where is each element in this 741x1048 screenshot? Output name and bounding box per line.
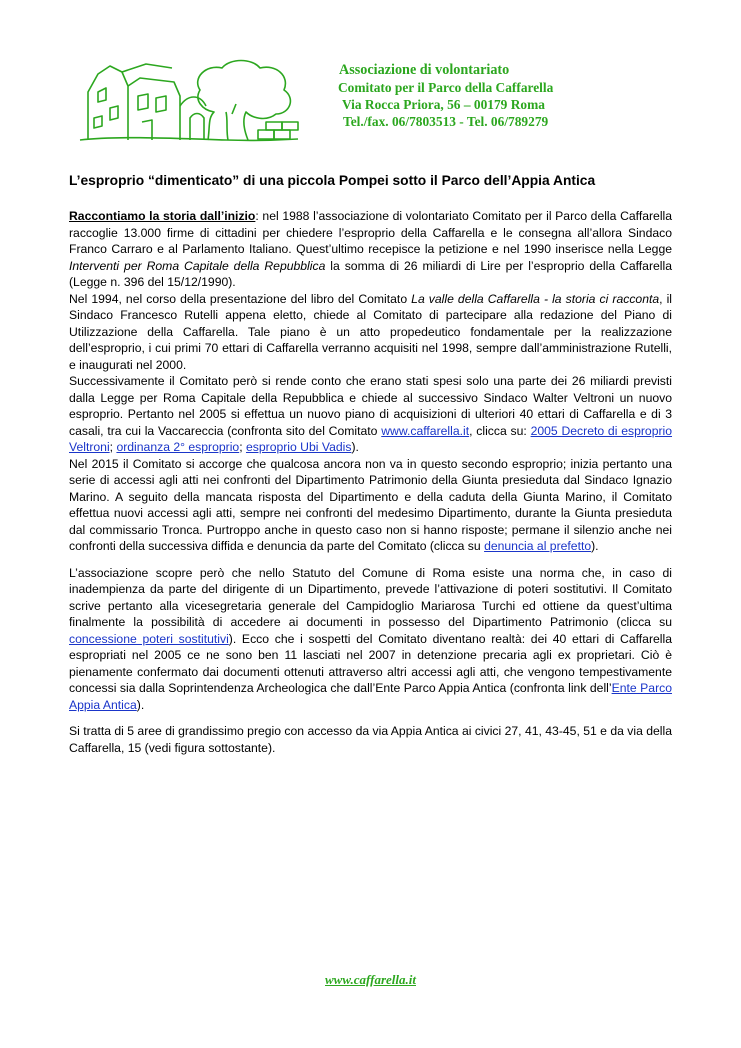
paragraph-3: [69, 373, 672, 456]
text-span: la somma di 26 miliardi di Lire per l’esproprio della Caffarella (Legge n. 396 del 15/12/1990).: [69, 258, 672, 289]
text-span: Nel 1994, nel corso della presentazione del libro del Comitato: [69, 291, 412, 306]
paragraph-2: [69, 291, 672, 374]
paragraph-5: [69, 565, 672, 714]
text-span: : nel 1988 l’associazione di volontariato Comitato per il Parco della Caffarella raccoglie 13.000 firme di cittadini per chiedere l’esproprio della Caffarella e le consegna all’allora Sindaco Franco Carraro e al Parlamento Italiano. Quest’ultimo recepisce la petizione e nel 1990 inserisce nella Legge: [69, 209, 673, 256]
text-span: ).: [351, 440, 359, 454]
ubi-vadis-link[interactable]: esproprio Ubi Vadis: [245, 440, 352, 454]
paragraph-6: [69, 723, 672, 756]
paragraph-1: [69, 208, 672, 291]
association-header: [330, 62, 660, 130]
paragraph-4: [69, 456, 672, 555]
article-title: L’esproprio “dimenticato” di una piccola Pompei sotto il Parco dell’Appia Antica: [69, 173, 596, 188]
text-span: ).: [591, 539, 599, 553]
text-span: ). Ecco che i sospetti del Comitato diventano realtà: dei 40 ettari di Caffarella espropriati nel 2005 ce ne sono ben 11 lasciati nel 2007 in detenzione precaria agli ex proprietari. Ciò è pienamente confermato dai documenti ottenuti attraverso altri accessi agli atti, che vengono tempestivamente concessi sia dalla Soprintendenza Archeologica che dall’Ente Parco Appia Antica (confronta link dell’: [69, 631, 672, 695]
address: Via Rocca Priora, 56 – 00179 Roma: [342, 97, 545, 112]
footer: [0, 972, 741, 988]
text-span: L’associazione scopre però che nello Statuto del Comune di Roma esiste una norma che, in caso di inadempienza da parte del dirigente di un Dipartimento, prevede l’attivazione di poteri sostitutivi. Il Comitato scrive pertanto alla vicesegretaria generale del Campidoglio Mariarosa Turchi ed ottiene da quest’ultima finalmente la possibilità di accedere ai documenti in possesso del Dipartimento Patrimonio (clicca su: [69, 565, 672, 629]
association-name: Associazione di volontariato: [339, 62, 510, 78]
caffarella-logo-icon: [76, 56, 302, 146]
poteri-sostitutivi-link[interactable]: concessione poteri sostitutivi: [69, 631, 229, 646]
phone-numbers: Tel./fax. 06/7803513 - Tel. 06/789279: [343, 114, 549, 129]
book-title: La valle della Caffarella - la storia ci racconta: [411, 291, 660, 306]
separator: ;: [109, 440, 117, 454]
text-span: Successivamente il Comitato però si rende conto che erano stati spesi solo una parte dei 26 miliardi previsti dalla Legge per Roma Capitale della Repubblica e chiede al successivo Sindaco Walter Veltroni un nuovo esproprio. Pertanto nel 2005 si effettua un nuovo piano di acquisizioni di ulteriori 40 ettari di Caffarella e di 3 casali, tra cui la Vaccareccia (confronta sito del Comitato: [69, 374, 672, 438]
ordinanza-link[interactable]: ordinanza 2° esproprio: [116, 440, 240, 454]
text-span: , clicca su:: [469, 423, 531, 438]
text-span: ).: [136, 697, 145, 712]
denuncia-prefetto-link[interactable]: denuncia al prefetto: [484, 539, 592, 553]
text-span: Nel 2015 il Comitato si accorge che qualcosa ancora non va in questo secondo esproprio; inizia pertanto una serie di accessi agli atti nei confronti del Dipartimento Patrimonio della Giunta presieduta dal Sindaco Ignazio Marino. A seguito della mancata risposta del Dipartimento e della caduta della Giunta Marino, il Comitato effettua nuovi accessi agli atti, sempre nei confronti del medesimo Dipartimento, durante la Giunta presieduta dal commissario Tronca. Purtroppo anche in questo caso non si hanno risposte; permane il silenzio anche nei confronti della successiva diffida e denuncia da parte del Comitato (clicca su: [69, 456, 672, 553]
separator: ;: [239, 440, 246, 454]
text-span: , il Sindaco Francesco Rutelli appena eletto, chiede al Comitato di partecipare alla redazione del Piano di Utilizzazione della Caffarella. Tale piano è un atto propedeutico fondamentale per la realizzazione dell’esproprio, i cui primi 70 ettari di Caffarella verranno acquisiti nel 1998, sempre dall’amministrazione Rutelli, e inaugurati nel 2000.: [69, 291, 673, 372]
ente-parco-link[interactable]: Ente Parco Appia Antica: [69, 681, 672, 712]
footer-site-link[interactable]: www.caffarella.it: [325, 972, 416, 987]
lead-phrase: Raccontiamo la storia dall’inizio: [69, 209, 256, 223]
decreto-esproprio-link[interactable]: 2005 Decreto di esproprio Veltroni: [69, 423, 673, 454]
law-title: Interventi per Roma Capitale della Repubblica: [69, 258, 326, 273]
text-span: Si tratta di 5 aree di grandissimo pregio con accesso da via Appia Antica ai civici 27, 41, 43-45, 51 e da via della Caffarella, 15 (vedi figura sottostante).: [69, 724, 672, 755]
caffarella-site-link[interactable]: www.caffarella.it: [381, 423, 470, 438]
article-body: [69, 208, 672, 756]
committee-name: Comitato per il Parco della Caffarella: [338, 80, 554, 95]
